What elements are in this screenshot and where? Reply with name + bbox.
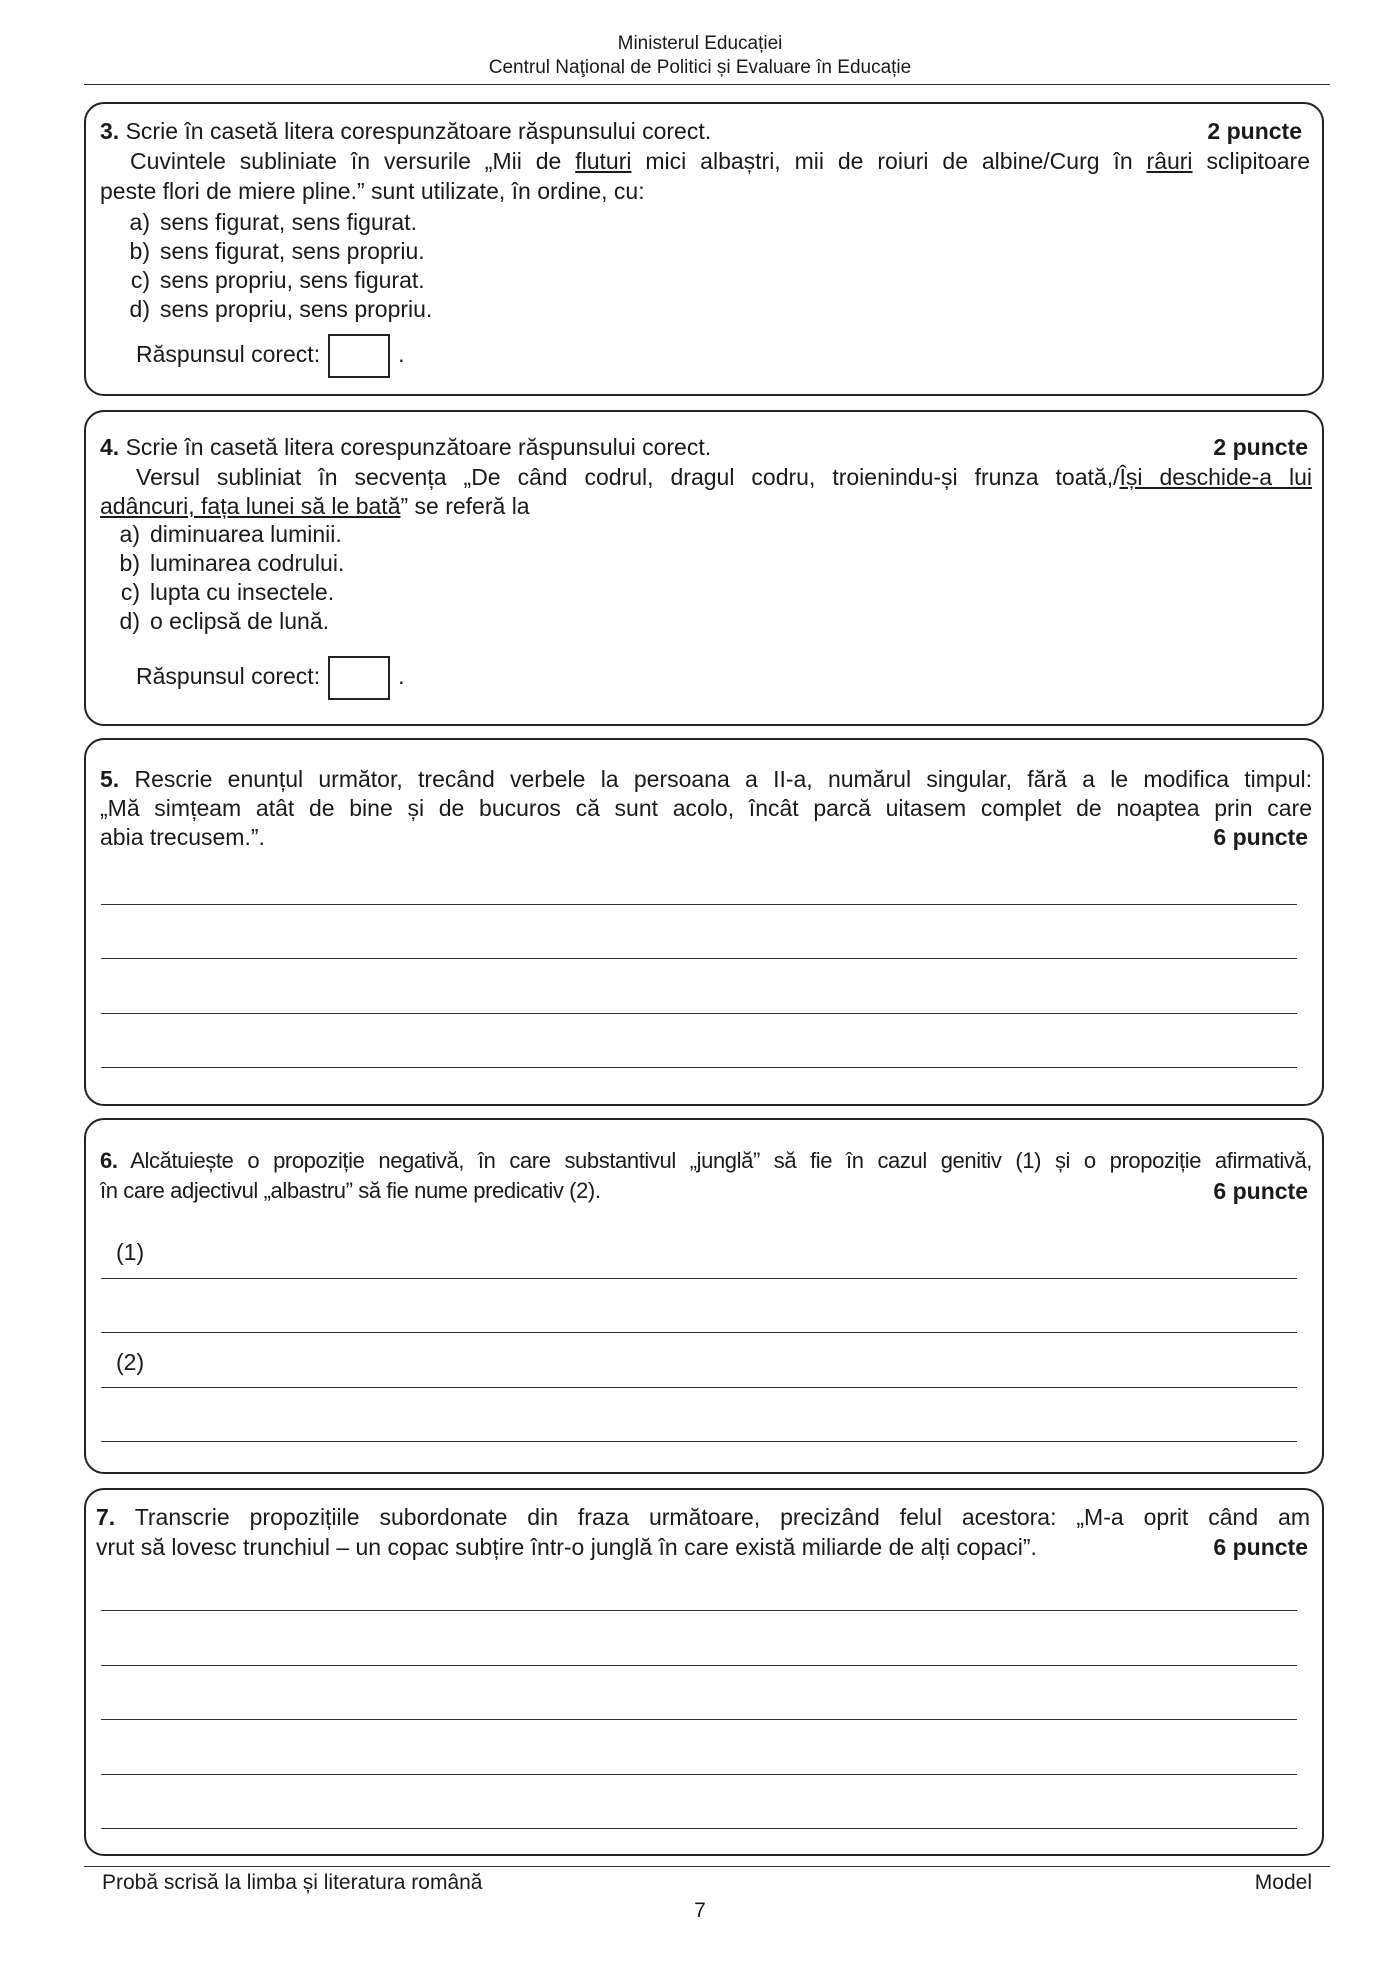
- answer-box-3[interactable]: [328, 334, 390, 378]
- question-4-number: 4.: [100, 434, 120, 460]
- question-6-line2: în care adjectivul „albastru” să fie nume predicativ (2).: [100, 1178, 601, 1203]
- answer-line[interactable]: [101, 1610, 1297, 1611]
- answer-line[interactable]: [101, 1067, 1297, 1068]
- answer-box-4[interactable]: [328, 656, 390, 700]
- question-4-instruction: [100, 432, 711, 462]
- answer-line[interactable]: [101, 904, 1297, 905]
- option-4d: d) o eclipsă de lună.: [119, 608, 330, 634]
- sentence-label-1: (1): [116, 1239, 145, 1265]
- answer-line[interactable]: [101, 1774, 1297, 1775]
- answer-line[interactable]: [101, 1013, 1297, 1014]
- question-7-line2: vrut să lovesc trunchiul – un copac subțire într-o junglă în care există miliarde de alți copaci”.: [96, 1534, 1037, 1560]
- answer-line[interactable]: [101, 958, 1297, 959]
- question-5-line2: „Mă simțeam atât de bine și de bucuros că sunt acolo, încât parcă uitasem complet de noaptea prin care: [100, 795, 1312, 821]
- footer-exam-title: Probă scrisă la limba și literatura română: [102, 1871, 483, 1894]
- header-ministry: Ministerul Educației: [617, 33, 783, 54]
- answer-line[interactable]: [101, 1441, 1297, 1442]
- underlined-verse-part1: Își deschide-a lui: [1119, 464, 1313, 490]
- underlined-word-rauri: râuri: [1146, 148, 1193, 174]
- question-4-points: 2 puncte: [1213, 434, 1308, 460]
- question-3-stem-line2: peste flori de miere pline.” sunt utilizate, în ordine, cu:: [100, 178, 645, 204]
- page-number: 7: [694, 1899, 706, 1922]
- answer-line[interactable]: [101, 1387, 1297, 1388]
- option-4b: b) luminarea codrului.: [119, 550, 345, 576]
- footer-rule: [84, 1866, 1330, 1867]
- answer-line[interactable]: [101, 1332, 1297, 1333]
- option-3d: d) sens propriu, sens propriu.: [129, 296, 433, 322]
- question-5-points: 6 puncte: [1213, 824, 1308, 850]
- question-3-stem-line1: Cuvintele subliniate în versurile „Mii de fluturi mici albaștri, mii de roiuri de albine/Curg în râuri sclipitoare: [130, 148, 1310, 174]
- option-4c: c) lupta cu insectele.: [120, 579, 335, 605]
- question-7-box: [84, 1488, 1324, 1856]
- option-3c: c) sens propriu, sens figurat.: [130, 267, 425, 293]
- question-4-stem-line1: Versul subliniat în secvența „De când codrul, dragul codru, troienindu-și frunza toată,/Își deschide-a lui: [136, 464, 1313, 490]
- answer-label: Răspunsul corect:: [136, 341, 321, 368]
- question-3-number: 3.: [100, 118, 120, 144]
- answer-line[interactable]: [101, 1665, 1297, 1666]
- header-rule: [84, 84, 1330, 85]
- answer-line[interactable]: [101, 1278, 1297, 1279]
- question-3-instruction-text: Scrie în casetă litera corespunzătoare răspunsului corect.: [125, 118, 712, 144]
- option-3a: a) sens figurat, sens figurat.: [129, 209, 417, 235]
- question-7-points: 6 puncte: [1213, 1534, 1308, 1560]
- option-4a: a) diminuarea luminii.: [119, 521, 342, 547]
- question-6-number: 6.: [100, 1148, 118, 1173]
- question-5-line3: abia trecusem.”.: [100, 824, 265, 850]
- question-3-instruction: [100, 116, 711, 146]
- question-6-box: [84, 1118, 1324, 1474]
- question-5-box: [84, 738, 1324, 1106]
- question-3-points: 2 puncte: [1207, 118, 1302, 144]
- answer-line[interactable]: [101, 1719, 1297, 1720]
- answer-label: Răspunsul corect:: [136, 663, 321, 690]
- question-3-box: [84, 102, 1324, 396]
- footer-model: Model: [1254, 1871, 1312, 1894]
- header-center: Centrul Naţional de Politici și Evaluare în Educație: [488, 57, 912, 78]
- question-7-line1: 7. Transcrie propozițiile subordonate din fraza următoare, precizând felul acestora: „M-a oprit când am: [96, 1504, 1310, 1530]
- question-6-line1: 6. Alcătuiește o propoziție negativă, în care substantivul „junglă” să fie în cazul genitiv (1) și o propoziție afirmativă,: [100, 1148, 1313, 1173]
- underlined-word-fluturi: fluturi: [575, 148, 632, 174]
- answer-line[interactable]: [101, 1828, 1297, 1829]
- question-3-answer-row: Răspunsul corect: .: [136, 334, 404, 378]
- question-6-points: 6 puncte: [1213, 1178, 1308, 1204]
- sentence-label-2: (2): [116, 1349, 145, 1375]
- question-7-number: 7.: [96, 1504, 116, 1530]
- option-3b: b) sens figurat, sens propriu.: [129, 238, 425, 264]
- question-4-stem-line2: adâncuri, fața lunei să le bată” se referă la: [100, 493, 530, 519]
- question-4-answer-row: Răspunsul corect: .: [136, 656, 404, 700]
- question-5-number: 5.: [100, 766, 120, 792]
- question-4-instruction-text: Scrie în casetă litera corespunzătoare răspunsului corect.: [125, 434, 712, 460]
- underlined-verse-part2: adâncuri, fața lunei să le bată: [100, 493, 401, 519]
- question-4-box: [84, 410, 1324, 726]
- question-5-line1: 5. Rescrie enunțul următor, trecând verbele la persoana a II-a, numărul singular, fără a le modifica timpul:: [100, 766, 1312, 792]
